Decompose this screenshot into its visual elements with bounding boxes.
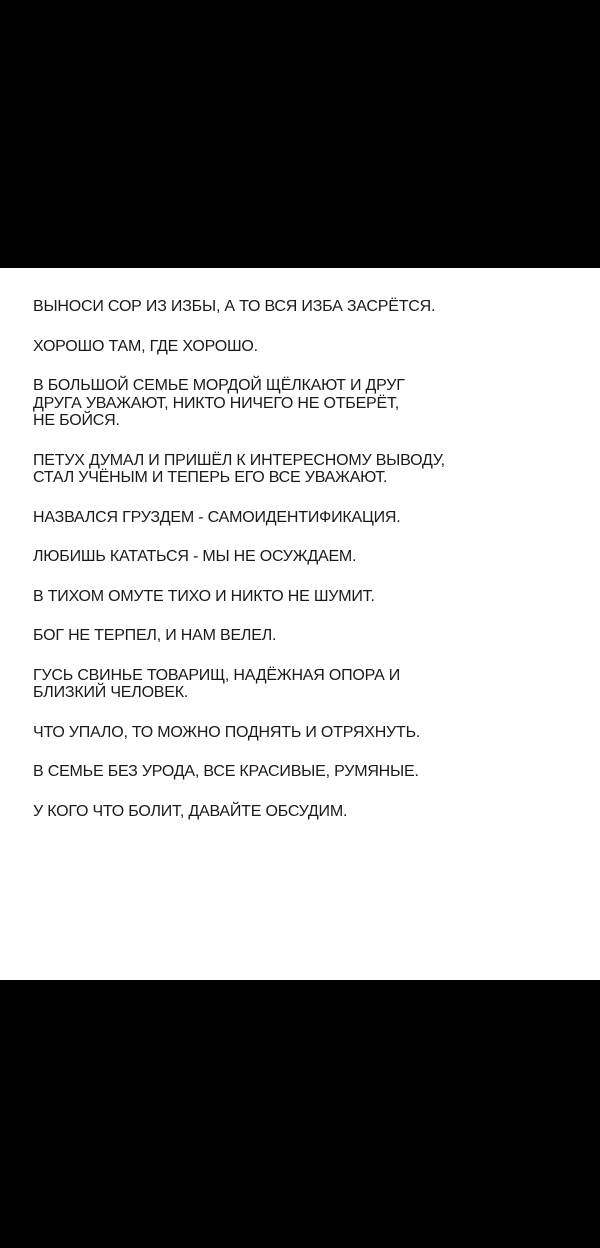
proverb-text: В СЕМЬЕ БЕЗ УРОДА, ВСЕ КРАСИВЫЕ, РУМЯНЫЕ. — [33, 763, 419, 780]
proverb-text: В ТИХОМ ОМУТЕ ТИХО И НИКТО НЕ ШУМИТ. — [33, 587, 375, 605]
proverb-text: БОГ НЕ ТЕРПЕЛ, И НАМ ВЕЛЕЛ. — [33, 627, 277, 644]
proverb-text: ЛЮБИШЬ КАТАТЬСЯ - МЫ НЕ ОСУЖДАЕМ. — [33, 548, 357, 565]
proverb-text: У КОГО ЧТО БОЛИТ, ДАВАЙТЕ ОБСУДИМ. — [33, 802, 348, 820]
proverb-text: ГУСЬ СВИНЬЕ ТОВАРИЩ, НАДЁЖНАЯ ОПОРА И БЛИЗКИЙ ЧЕЛОВЕК. — [33, 666, 401, 701]
proverb-text: НАЗВАЛСЯ ГРУЗДЕМ - САМОИДЕНТИФИКАЦИЯ. — [33, 508, 401, 526]
proverb-text: ЧТО УПАЛО, ТО МОЖНО ПОДНЯТЬ И ОТРЯХНУТЬ. — [33, 723, 421, 741]
proverbs-list — [33, 298, 578, 842]
proverb-text: ПЕТУХ ДУМАЛ И ПРИШЁЛ К ИНТЕРЕСНОМУ ВЫВОДУ, СТАЛ УЧЁНЫМ И ТЕПЕРЬ ЕГО ВСЕ УВАЖАЮТ. — [33, 451, 445, 486]
proverb-text: ВЫНОСИ СОР ИЗ ИЗБЫ, А ТО ВСЯ ИЗБА ЗАСРЁТСЯ. — [33, 298, 436, 315]
proverb-text: ХОРОШО ТАМ, ГДЕ ХОРОШО. — [33, 337, 258, 355]
proverb-text: В БОЛЬШОЙ СЕМЬЕ МОРДОЙ ЩЁЛКАЮТ И ДРУГ ДРУГА УВАЖАЮТ, НИКТО НИЧЕГО НЕ ОТБЕРЁТ, НЕ БОЙСЯ. — [33, 377, 405, 429]
